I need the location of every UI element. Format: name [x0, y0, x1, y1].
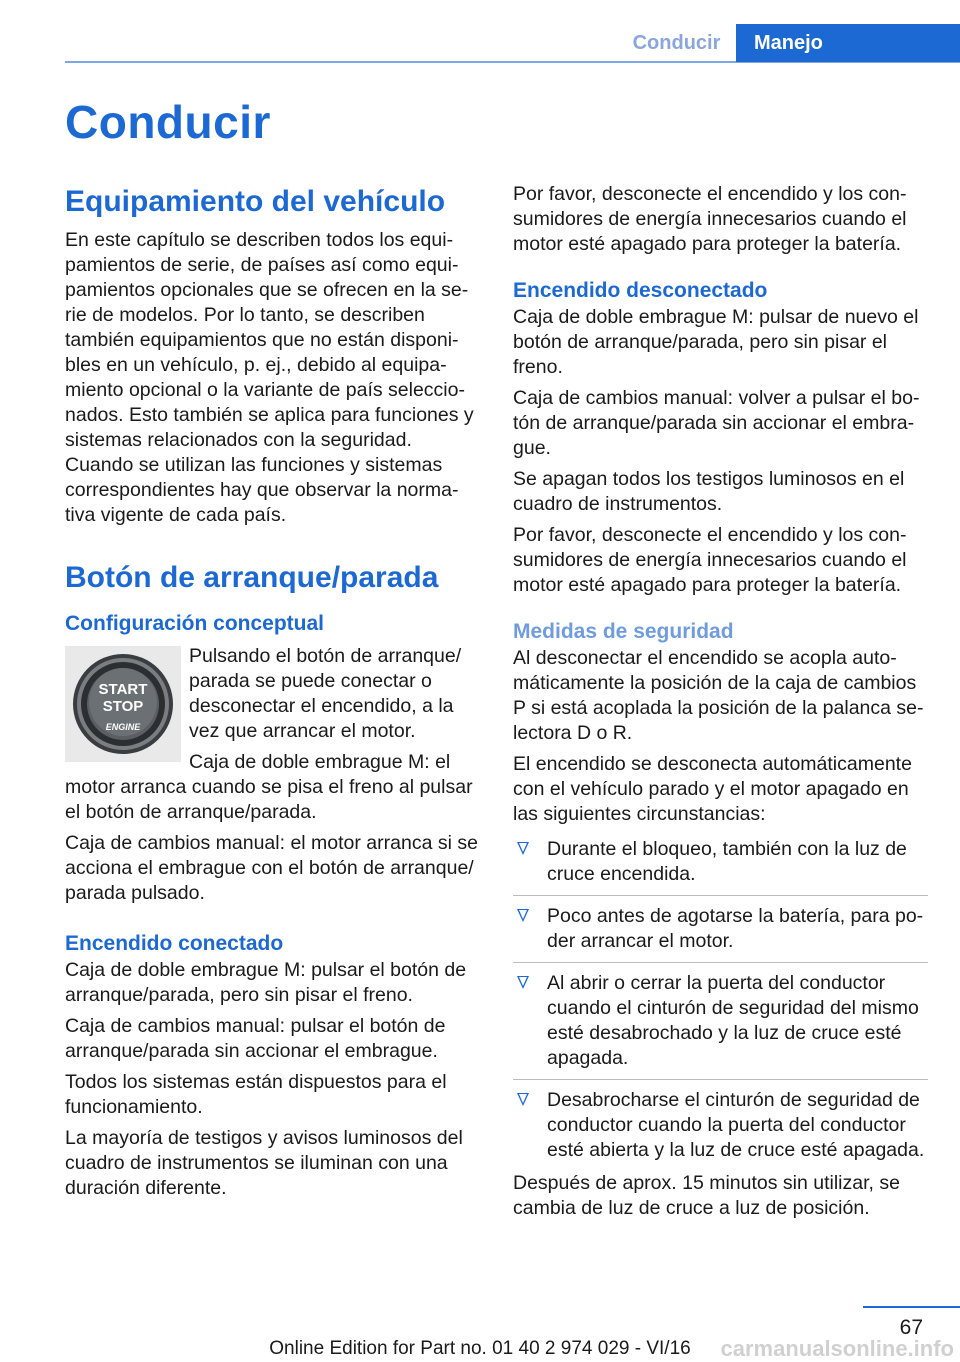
start-stop-block [65, 644, 479, 825]
subsection-title-configuracion: Configuración conceptual [65, 612, 325, 635]
subsection-title-encendido-desconectado: Encendido desconectado [513, 279, 768, 302]
paragraph: Pulsando el botón de arranque/ parada se puede conectar o desconectar el encendido, a la vez que arrancar el motor. [189, 645, 462, 742]
list-item: Al abrir o cerrar la puerta del conductor cuando el cinturón de seguridad del mismo esté desabrochado y la luz de cruce esté apagada. [513, 971, 928, 1080]
right-column [513, 182, 928, 1221]
watermark: carmanualsonline.info [720, 1336, 954, 1361]
header-tab-conducir[interactable]: Conducir [632, 32, 721, 54]
paragraph: Caja de doble embrague M: pulsar el botón de arranque/parada, pero sin pisar el freno. [65, 959, 467, 1006]
bullet-list [513, 837, 928, 1163]
triangle-bullet-icon [517, 842, 529, 855]
paragraph: Se apagan todos los testigos luminosos en el cuadro de instrumentos. [513, 468, 905, 515]
page-number-rule [863, 1306, 960, 1308]
start-stop-icon [69, 650, 177, 758]
triangle-bullet-icon [517, 976, 529, 989]
paragraph: En este capítulo se describen todos los equipamientos de serie, de países así como equipamientos opcionales que se ofrecen en la serie de modelos. Por lo tanto, se describen también equipamientos que no están disponibles en un vehículo, p. ej., debido al equipamiento opcional o la variante de país seleccionados. Esto también se aplica para funciones y sistemas relacionados con la seguridad. Cuando se utilizan las funciones y sistemas correspondientes hay que observar la normativa vigente de cada país. [65, 229, 474, 526]
triangle-bullet-icon [517, 1093, 529, 1106]
stop-label: STOP [102, 698, 144, 715]
paragraph: Por favor, desconecte el encendido y los consumidores de energía innecesarios cuando el motor esté apagado para proteger la batería. [513, 183, 907, 255]
section-title-equipamiento: Equipamiento del vehículo [65, 185, 446, 218]
section-title-boton: Botón de arranque/parada [65, 561, 439, 594]
chapter-title: Conducir [65, 96, 271, 148]
list-item: Durante el bloqueo, también con la luz de cruce encendida. [513, 837, 928, 896]
footer-edition: Online Edition for Part no. 01 40 2 974 029 - VI/16 [269, 1338, 691, 1359]
subsection-title-encendido-conectado: Encendido conectado [65, 932, 284, 955]
paragraph: Caja de cambios manual: el motor arranca si se acciona el embrague con el botón de arranque/ parada pulsado. [65, 832, 478, 904]
paragraph: La mayoría de testigos y avisos luminosos del cuadro de instrumentos se iluminan con una duración diferente. [65, 1127, 463, 1199]
paragraph: Por favor, desconecte el encendido y los consumidores de energía innecesarios cuando el motor esté apagado para proteger la batería. [513, 524, 907, 596]
paragraph: Después de aprox. 15 minutos sin utilizar, se cambia de luz de cruce a luz de posición. [513, 1172, 900, 1219]
list-item: Poco antes de agotarse la batería, para poder arrancar el motor. [513, 904, 928, 963]
header-tab-manejo[interactable]: Manejo [736, 24, 960, 62]
paragraph: Caja de doble embrague M: pulsar de nuevo el botón de arranque/parada, pero sin pisar el freno. [513, 306, 919, 378]
list-item: Desabrocharse el cinturón de seguridad de conductor cuando la puerta del conductor esté abierta y la luz de cruce esté apagada. [513, 1088, 928, 1163]
paragraph: Todos los sistemas están dispuestos para el funcionamiento. [65, 1071, 447, 1118]
paragraph: El encendido se desconecta automáticamente con el vehículo parado y el motor apagado en las siguientes circunstancias: [513, 753, 912, 825]
start-stop-button-image [65, 646, 181, 762]
paragraph: Caja de doble embrague M: el motor arranca cuando se pisa el freno al pulsar el botón de arranque/parada. [65, 751, 473, 823]
start-label: START [98, 681, 148, 698]
paragraph: Caja de cambios manual: volver a pulsar el botón de arranque/parada sin accionar el embrague. [513, 387, 920, 459]
engine-label: ENGINE [105, 722, 141, 732]
subsection-title-medidas: Medidas de seguridad [513, 620, 734, 643]
page-number: 67 [899, 1316, 923, 1339]
triangle-bullet-icon [517, 909, 529, 922]
paragraph: Al desconectar el encendido se acopla automáticamente la posición de la caja de cambios P si está acoplada la posición de la palanca selectora D o R. [513, 647, 924, 744]
left-column [65, 182, 479, 1201]
paragraph: Caja de cambios manual: pulsar el botón de arranque/parada sin accionar el embrague. [65, 1015, 446, 1062]
